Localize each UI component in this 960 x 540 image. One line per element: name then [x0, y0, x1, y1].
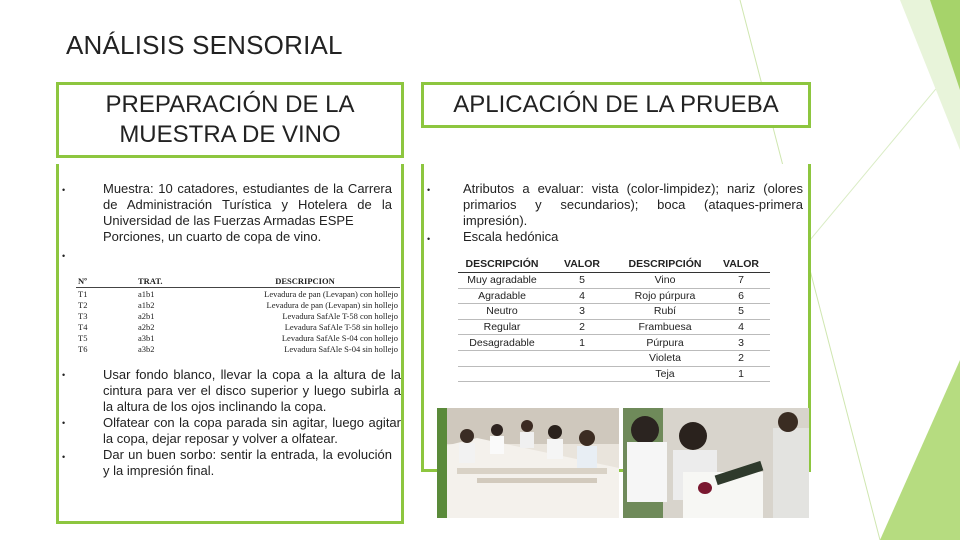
table-header: Nº — [76, 275, 136, 288]
table-header: DESCRIPCIÓN — [618, 256, 712, 273]
hedonic-scale-table — [458, 256, 770, 382]
table-cell: 5 — [712, 304, 770, 320]
table-row — [458, 273, 770, 289]
table-cell: 7 — [712, 273, 770, 289]
table-header: TRAT. — [136, 275, 210, 288]
step-item: Olfatear con la copa parada sin agitar, luego agitar la copa, dejar reposar y volver a olfatear. — [103, 415, 401, 446]
classroom-photo-illustration — [437, 408, 619, 518]
table-cell: Muy agradable — [458, 273, 546, 289]
left-intro-portions: Porciones, un cuarto de copa de vino. — [103, 229, 322, 244]
table-cell: Levadura SafAle S-04 sin hollejo — [284, 343, 398, 354]
table-row — [458, 366, 770, 382]
table-cell: a2b2 — [138, 321, 155, 332]
table-cell: a3b2 — [138, 343, 155, 354]
table-cell: 4 — [546, 288, 618, 304]
left-intro-sample: Muestra: 10 catadores, estudiantes de la Carrera de Administración Turística y Hotelera de la Universidad de las Fuerzas Armadas ESPE — [103, 181, 392, 228]
bullet: • — [427, 234, 431, 244]
table-cell: T2 — [78, 299, 88, 310]
table-cell: T3 — [78, 310, 88, 321]
bullet: • — [62, 452, 66, 462]
table-cell: Levadura de pan (Levapan) sin hollejo — [266, 299, 398, 310]
table-cell: Agradable — [458, 288, 546, 304]
left-heading: PREPARACIÓN DE LA MUESTRA DE VINO — [105, 91, 355, 148]
table-header: VALOR — [546, 256, 618, 273]
table-cell — [458, 350, 546, 366]
table-cell: Púrpura — [618, 335, 712, 351]
classroom-photo — [437, 408, 619, 518]
table-row — [458, 288, 770, 304]
table-row — [458, 319, 770, 335]
tasting-photo-illustration — [623, 408, 809, 518]
table-row — [458, 350, 770, 366]
table-row — [76, 310, 400, 321]
table-cell: 4 — [712, 319, 770, 335]
table-cell: Levadura SafAle S-04 con hollejo — [281, 332, 398, 343]
table-cell: T4 — [78, 321, 88, 332]
table-cell: Violeta — [618, 350, 712, 366]
table-header: DESCRIPCIÓN — [458, 256, 546, 273]
bullet: • — [62, 251, 66, 261]
attributes-text: Atributos a evaluar: vista (color-limpidez); nariz (olores primarios y secundarios); boca (ataques-primera impresión). — [463, 181, 803, 228]
table-cell: a1b2 — [138, 299, 155, 310]
table-cell: 6 — [712, 288, 770, 304]
left-heading-box — [56, 82, 404, 158]
table-cell — [458, 366, 546, 382]
table-cell — [546, 350, 618, 366]
table-cell: T5 — [78, 332, 88, 343]
bullet: • — [62, 418, 66, 428]
table-cell: 3 — [546, 304, 618, 320]
table-cell: a2b1 — [138, 310, 155, 321]
left-steps — [103, 367, 401, 479]
table-row — [76, 332, 400, 343]
hedonic-scale-text: Escala hedónica — [463, 229, 559, 244]
step-item: Dar un buen sorbo: sentir la entrada, la evolución y la impresión final. — [103, 447, 392, 478]
table-row — [76, 288, 400, 300]
table-cell: 1 — [712, 366, 770, 382]
table-row — [458, 335, 770, 351]
table-cell — [546, 366, 618, 382]
table-cell: T6 — [78, 343, 88, 354]
table-header: VALOR — [712, 256, 770, 273]
table-cell: Desagradable — [458, 335, 546, 351]
table-cell: Levadura SafAle T-58 con hollejo — [282, 310, 398, 321]
table-cell: T1 — [78, 288, 88, 299]
table-cell: Neutro — [458, 304, 546, 320]
right-heading-box — [421, 82, 811, 128]
table-cell: Levadura de pan (Levapan) con hollejo — [264, 288, 398, 299]
table-cell: Rubí — [618, 304, 712, 320]
table-cell: 1 — [546, 335, 618, 351]
table-cell: Vino — [618, 273, 712, 289]
bullet: • — [62, 370, 66, 380]
treatments-table — [76, 275, 400, 354]
table-row — [76, 343, 400, 354]
slide-title: ANÁLISIS SENSORIAL — [66, 30, 343, 60]
table-row — [76, 321, 400, 332]
table-cell: 2 — [546, 319, 618, 335]
right-bullets — [463, 181, 803, 245]
table-cell: Teja — [618, 366, 712, 382]
table-cell: Levadura SafAle T-58 sin hollejo — [284, 321, 398, 332]
tasting-photo — [623, 408, 809, 518]
table-cell: Frambuesa — [618, 319, 712, 335]
table-row — [458, 304, 770, 320]
bullet: • — [62, 185, 66, 195]
table-cell: Regular — [458, 319, 546, 335]
step-item: Usar fondo blanco, llevar la copa a la altura de la cintura para ver el disco superior y luego subirla a la altura de los ojos inclinando la copa. — [103, 367, 401, 414]
table-cell: a1b1 — [138, 288, 155, 299]
right-heading: APLICACIÓN DE LA PRUEBA — [453, 91, 779, 118]
table-row — [76, 299, 400, 310]
table-cell: 3 — [712, 335, 770, 351]
table-cell: a3b1 — [138, 332, 155, 343]
bullet: • — [427, 185, 431, 195]
table-header: DESCRIPCION — [210, 275, 400, 288]
table-cell: Rojo púrpura — [618, 288, 712, 304]
table-cell: 2 — [712, 350, 770, 366]
left-intro — [103, 181, 392, 245]
table-cell: 5 — [546, 273, 618, 289]
